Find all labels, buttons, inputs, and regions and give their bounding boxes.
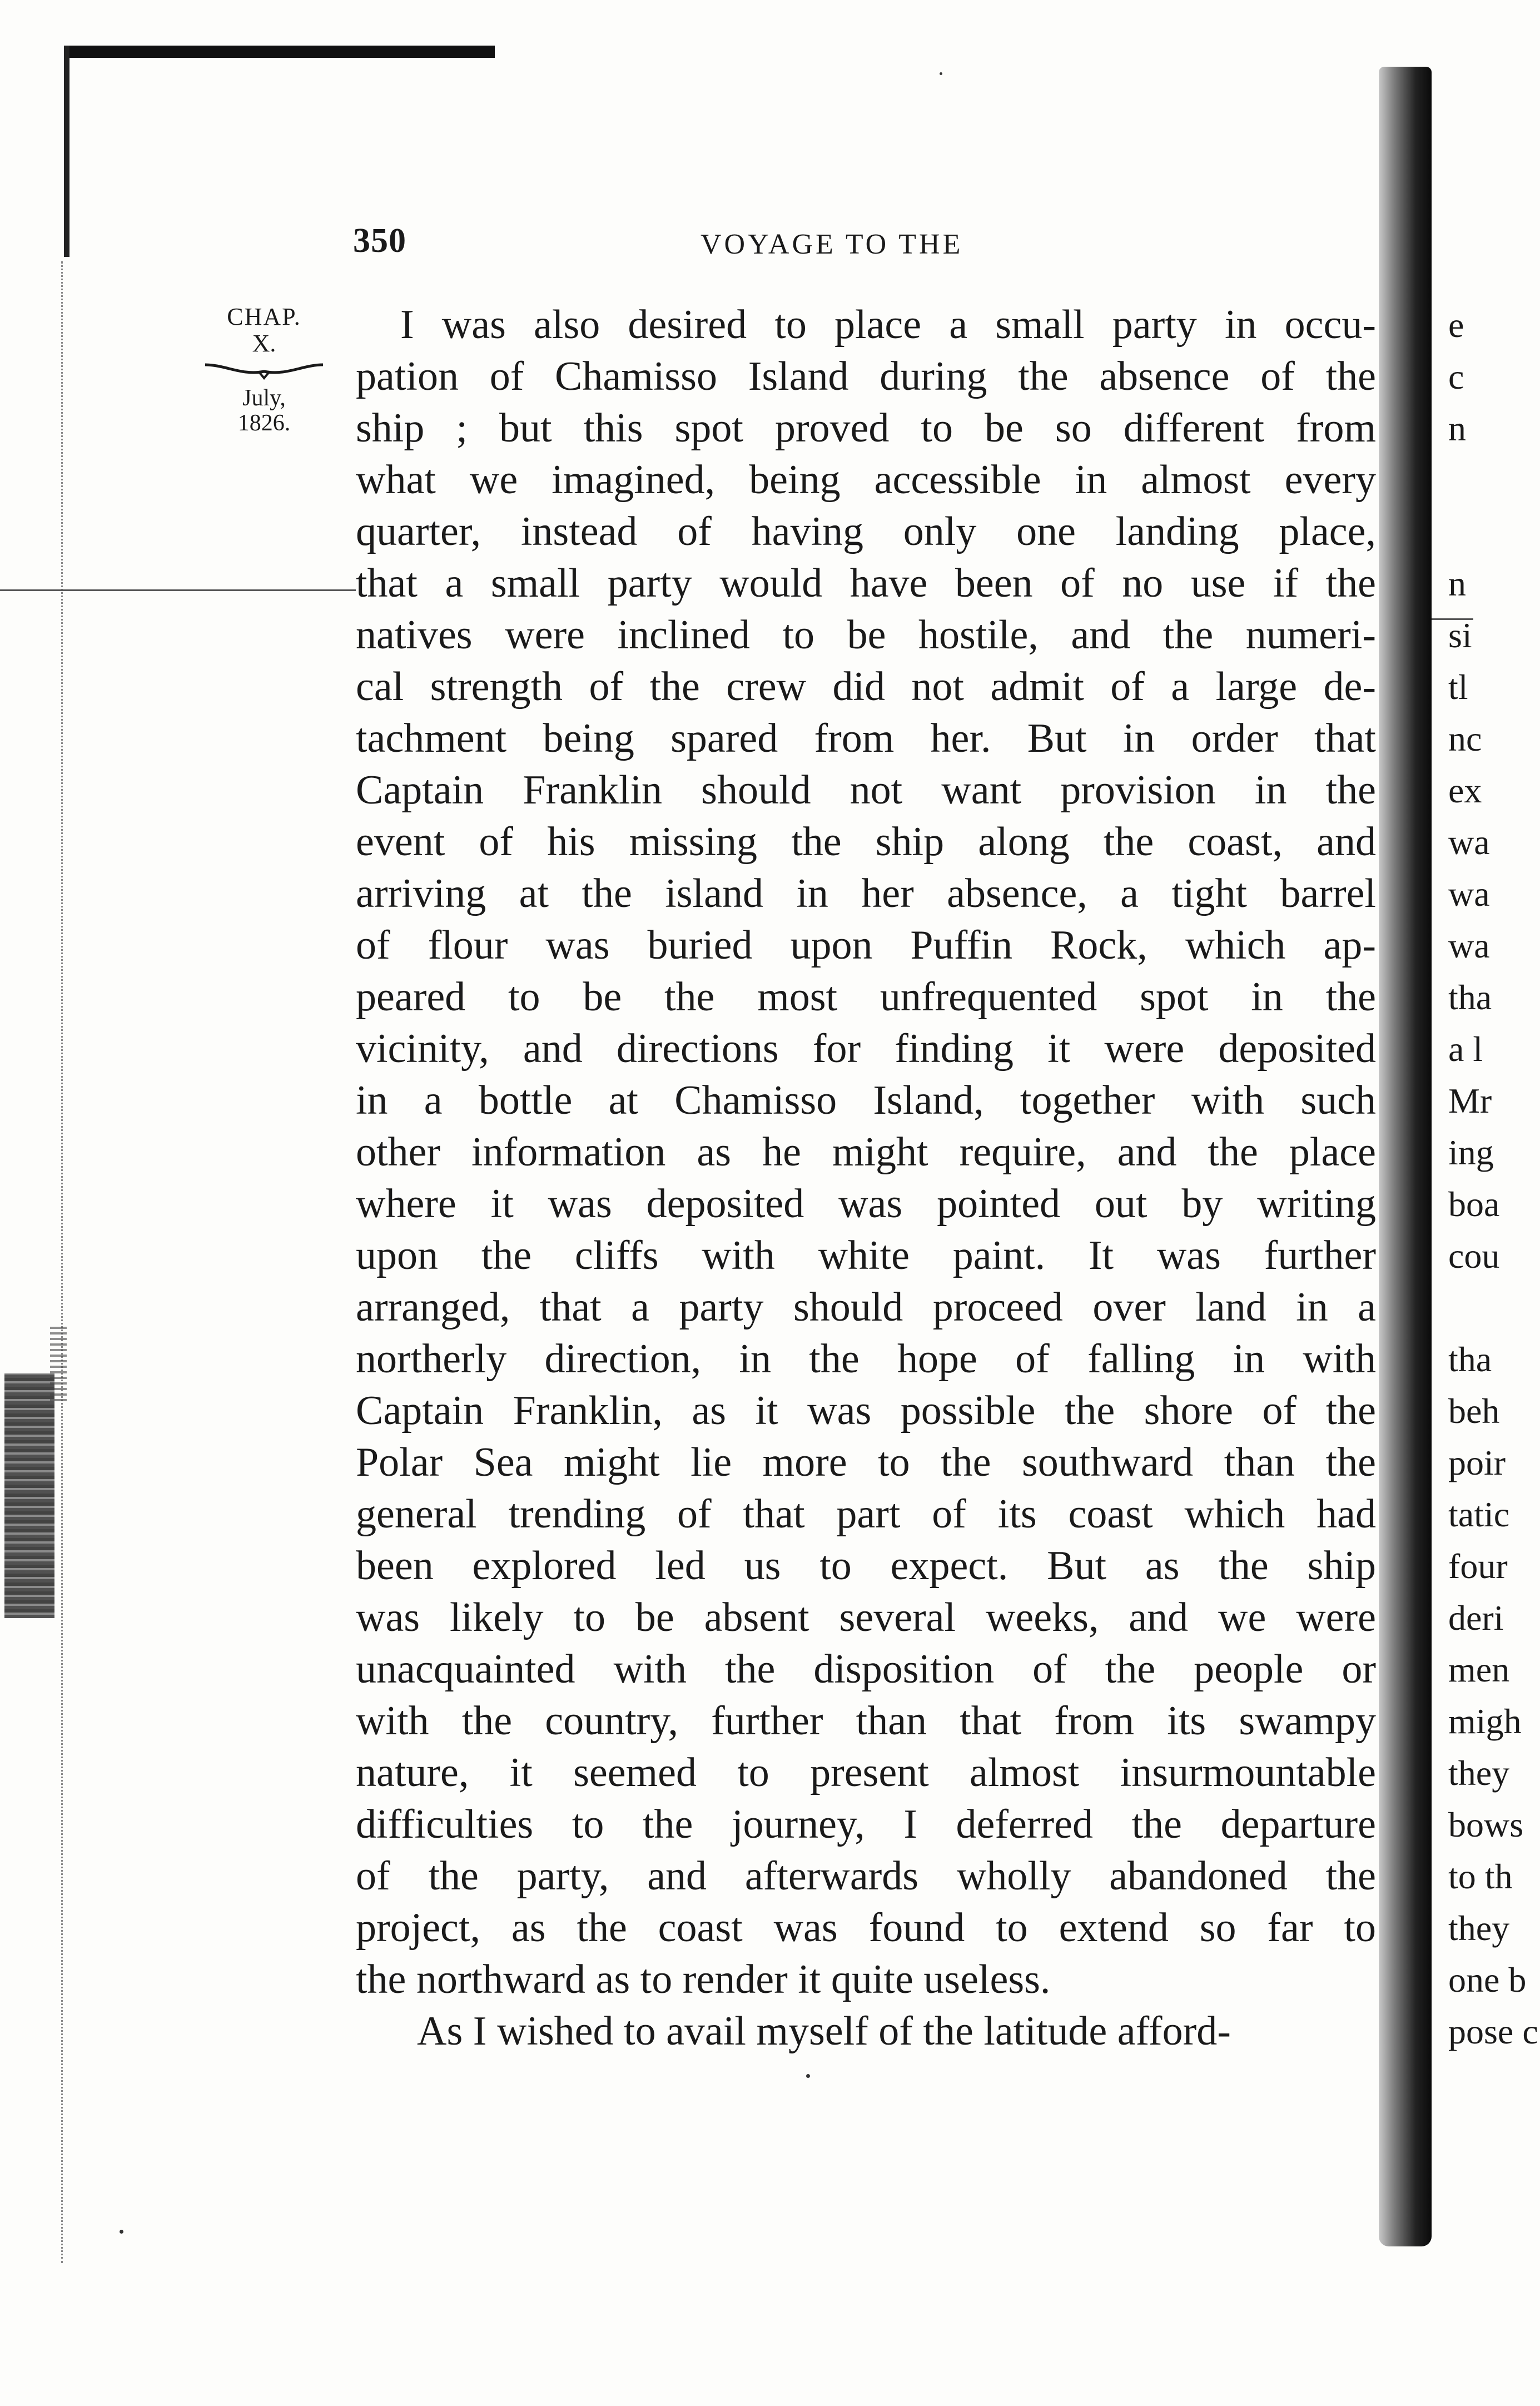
text-line: nature, it seemed to present almost insurmountable <box>356 1750 1376 1795</box>
text-line: in a bottle at Chamisso Island, together with such <box>356 1078 1376 1123</box>
text-line: cal strength of the crew did not admit of a large de- <box>356 664 1376 710</box>
binding-stain <box>4 1373 54 1618</box>
page-edge-left <box>64 46 69 257</box>
chapter-number: X. <box>252 330 276 357</box>
text-line: of flour was buried upon Puffin Rock, which ap- <box>356 922 1376 968</box>
text-line: event of his missing the ship along the coast, and <box>356 819 1376 865</box>
text-line: natives were inclined to be hostile, and the numeri- <box>356 612 1376 658</box>
facing-text-fragment: pose c <box>1448 2012 1538 2051</box>
facing-text-fragment: wa <box>1448 926 1490 965</box>
facing-text-fragment: ex <box>1448 771 1482 810</box>
text-line: Captain Franklin, as it was possible the shore of the <box>356 1388 1376 1433</box>
facing-text-fragment: one b <box>1448 1960 1527 2000</box>
text-line: other information as he might require, and the place <box>356 1129 1376 1175</box>
facing-text-fragment: c <box>1448 357 1464 396</box>
text-line: northerly direction, in the hope of falling in with <box>356 1336 1376 1382</box>
facing-text-fragment: wa <box>1448 822 1490 862</box>
date-month: July, <box>242 385 286 411</box>
facing-text-fragment: boa <box>1448 1184 1500 1224</box>
text-line: arriving at the island in her absence, a tight barrel <box>356 871 1376 916</box>
facing-text-fragment: they <box>1448 1908 1510 1948</box>
page-edge-dotted <box>61 261 63 2263</box>
facing-text-fragment: bows <box>1448 1805 1524 1844</box>
facing-text-fragment: wa <box>1448 874 1490 914</box>
facing-text-fragment: cou <box>1448 1236 1500 1276</box>
facing-text-fragment: deri <box>1448 1598 1504 1638</box>
facing-text-fragment: si <box>1448 616 1472 655</box>
text-line: with the country, further than that from its swampy <box>356 1698 1376 1744</box>
facing-text-fragment: men <box>1448 1650 1510 1689</box>
text-line: peared to be the most unfrequented spot in the <box>356 974 1376 1020</box>
book-spine-shadow <box>1379 67 1432 2246</box>
text-line: where it was deposited was pointed out by writing <box>356 1181 1376 1227</box>
text-line: upon the cliffs with white paint. It was further <box>356 1233 1376 1278</box>
facing-text-fragment: tha <box>1448 1340 1492 1379</box>
text-line: vicinity, and directions for finding it were deposited <box>356 1026 1376 1071</box>
text-line: I was also desired to place a small party in occu- <box>400 302 1376 348</box>
text-line: Polar Sea might lie more to the southward than the <box>356 1440 1376 1485</box>
text-line: quarter, instead of having only one landing place, <box>356 509 1376 554</box>
chapter-label: CHAP. <box>227 303 301 330</box>
text-line: been explored led us to expect. But as the ship <box>356 1543 1376 1589</box>
brace-ornament-icon <box>203 359 325 381</box>
facing-text-fragment <box>1448 454 1540 506</box>
page-edge-top <box>64 46 495 58</box>
date-year: 1826. <box>237 410 291 436</box>
facing-page-fragments <box>1448 299 1540 2057</box>
running-title: VOYAGE TO THE <box>701 229 963 260</box>
facing-text-fragment: tatic <box>1448 1495 1510 1534</box>
text-line: pation of Chamisso Island during the absence of the <box>356 354 1376 399</box>
text-line: that a small party would have been of no use if the <box>356 560 1376 606</box>
facing-text-fragment: tl <box>1448 667 1468 707</box>
text-line: was likely to be absent several weeks, and we were <box>356 1595 1376 1640</box>
text-line: what we imagined, being accessible in almost every <box>356 457 1376 503</box>
facing-text-fragment: to th <box>1448 1857 1513 1896</box>
text-line: unacquainted with the disposition of the people or <box>356 1646 1376 1692</box>
facing-text-fragment: four <box>1448 1546 1508 1586</box>
binding-mark <box>50 1323 67 1401</box>
text-line: project, as the coast was found to extend so far to <box>356 1905 1376 1951</box>
facing-text-fragment: they <box>1448 1753 1510 1793</box>
ink-speck <box>940 72 942 75</box>
text-line: general trending of that part of its coast which had <box>356 1491 1376 1537</box>
body-text <box>356 299 1376 2057</box>
facing-text-fragment: ing <box>1448 1133 1494 1172</box>
ink-speck <box>120 2230 123 2234</box>
text-line: As I wished to avail myself of the latitude afford- <box>417 2008 1231 2054</box>
facing-text-fragment: a l <box>1448 1029 1483 1069</box>
facing-text-fragment: n <box>1448 409 1466 448</box>
facing-text-fragment: poir <box>1448 1443 1506 1482</box>
text-line: arranged, that a party should proceed over land in a <box>356 1284 1376 1330</box>
text-line: Captain Franklin should not want provision in the <box>356 767 1376 813</box>
facing-text-fragment: e <box>1448 305 1464 345</box>
marginal-note <box>200 305 328 436</box>
facing-text-fragment <box>1448 506 1540 558</box>
text-line: difficulties to the journey, I deferred the departure <box>356 1802 1376 1847</box>
facing-text-fragment: tha <box>1448 978 1492 1017</box>
facing-text-fragment <box>1448 1282 1540 1333</box>
margin-rule <box>0 589 356 591</box>
facing-text-fragment: n <box>1448 564 1466 603</box>
facing-text-fragment: nc <box>1448 719 1482 758</box>
text-line: the northward as to render it quite useless. <box>356 1957 1051 2002</box>
facing-text-fragment: beh <box>1448 1391 1500 1431</box>
text-line: ship ; but this spot proved to be so different from <box>356 405 1376 451</box>
text-line: tachment being spared from her. But in order that <box>356 716 1376 761</box>
ink-speck <box>806 2074 810 2078</box>
facing-text-fragment: migh <box>1448 1701 1522 1741</box>
page-number: 350 <box>353 222 406 260</box>
facing-text-fragment: Mr <box>1448 1081 1492 1120</box>
text-line: of the party, and afterwards wholly abandoned the <box>356 1853 1376 1899</box>
